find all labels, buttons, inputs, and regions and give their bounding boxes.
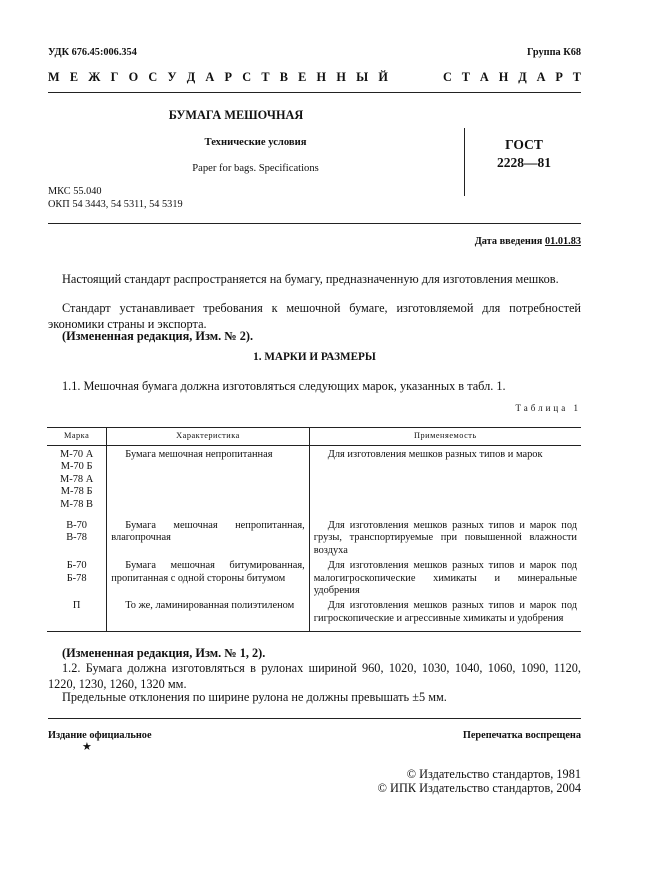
header-characteristic: Характеристика xyxy=(107,428,310,446)
title-divider xyxy=(464,128,465,196)
banner-letter: Е xyxy=(69,70,79,84)
grade-cell: М-70 А М-70 Б М-78 А М-78 Б М-78 В xyxy=(60,449,94,510)
banner-left-letters xyxy=(48,70,388,85)
banner-letter: Н xyxy=(498,70,509,84)
banner-letter: Р xyxy=(224,70,233,84)
requirements-paragraph: Стандарт устанавливает требования к мешочной бумаге, изготовляемой для потребностей экономики страны и экспорта. xyxy=(48,301,581,331)
header-grade: Марка xyxy=(47,428,107,446)
banner-letter: Д xyxy=(186,70,196,84)
banner-letter: Р xyxy=(555,70,563,84)
banner-letter: Е xyxy=(298,70,307,84)
banner-letter: Ж xyxy=(88,70,101,84)
copyright-1981: © Издательство стандартов, 1981 xyxy=(406,767,581,781)
amendment-note-1: (Измененная редакция, Изм. № 2). xyxy=(62,329,254,343)
udk-code: УДК 676.45:006.354 xyxy=(48,47,137,58)
intro-date-value: 01.01.83 xyxy=(544,236,581,247)
header-application: Применяемость xyxy=(309,428,581,446)
application-cell: Для изготовления мешков разных типов и марок под малогигроскопические химикаты и минеральные удобрения xyxy=(309,557,581,597)
characteristic-cell: Бумага мешочная непропитанная, влагопрочная xyxy=(107,511,310,557)
intro-date-label: Дата введения xyxy=(474,236,543,247)
reprint-prohibited: Перепечатка воспрещена xyxy=(462,730,581,741)
banner-rule xyxy=(48,92,581,93)
group-code: Группа К68 xyxy=(527,47,581,58)
gost-label: ГОСТ xyxy=(505,137,543,152)
banner-letter: Т xyxy=(261,70,270,84)
document-subtitle: Технические условия xyxy=(204,137,307,148)
application-cell: Для изготовления мешков разных типов и марок под гигроскопические и агрессивные химикаты и удобрения xyxy=(309,597,581,631)
grade-cell: В-70 В-78 xyxy=(66,520,87,544)
grades-table xyxy=(47,427,581,632)
characteristic-cell: То же, ламинированная полиэтиленом xyxy=(107,597,310,631)
mks-code: МКС 55.040 xyxy=(48,186,102,197)
table-row xyxy=(47,446,581,512)
application-cell: Для изготовления мешков разных типов и марок под грузы, транспортируемые при повышенной влажности воздуха xyxy=(309,511,581,557)
amendment-note-2: (Измененная редакция, Изм. № 1, 2). xyxy=(62,646,266,660)
banner-letter: Н xyxy=(336,70,346,84)
document-title: БУМАГА МЕШОЧНАЯ xyxy=(168,108,304,122)
banner-letter: Й xyxy=(378,70,388,84)
banner-letter: У xyxy=(167,70,177,84)
table-row xyxy=(47,597,581,631)
banner-letter: Г xyxy=(110,70,119,84)
grade-cell: Б-70 Б-78 xyxy=(66,560,87,584)
gost-number: 2228—81 xyxy=(497,155,551,170)
star-icon: ★ xyxy=(82,741,92,753)
banner-letter: А xyxy=(479,70,489,84)
table-row xyxy=(47,557,581,597)
banner-letter: Т xyxy=(461,70,470,84)
characteristic-cell: Бумага мешочная непропитанная xyxy=(107,446,310,512)
title-rule xyxy=(48,223,581,224)
banner-left-text xyxy=(48,70,388,85)
banner-letter: В xyxy=(279,70,288,84)
characteristic-cell: Бумага мешочная битумированная, пропитанная с одной стороны битумом xyxy=(107,557,310,597)
grade-cell: П xyxy=(47,597,107,631)
banner-letter: С xyxy=(242,70,252,84)
clause-1-1: 1.1. Мешочная бумага должна изготовляться следующих марок, указанных в табл. 1. xyxy=(62,379,506,393)
banner-letter: Т xyxy=(572,70,581,84)
section-heading: 1. МАРКИ И РАЗМЕРЫ xyxy=(253,351,376,363)
okp-code: ОКП 54 3443, 54 5311, 54 5319 xyxy=(48,199,183,210)
clause-1-2: 1.2. Бумага должна изготовляться в рулонах шириной 960, 1020, 1030, 1040, 1060, 1090, 1120, 1220, 1230, 1260, 1320 мм. xyxy=(48,661,581,691)
banner-letter: С xyxy=(148,70,158,84)
banner-letter: А xyxy=(536,70,546,84)
official-edition: Издание официальное xyxy=(48,730,152,741)
banner-letter: М xyxy=(48,70,60,84)
banner-letter: Ы xyxy=(356,70,369,84)
banner-right-text xyxy=(443,70,581,85)
tolerance-note: Предельные отклонения по ширине рулона не должны превышать ±5 мм. xyxy=(62,690,447,704)
banner-letter: А xyxy=(205,70,215,84)
table-caption: Таблица 1 xyxy=(515,403,581,413)
copyright-2004: © ИПК Издательство стандартов, 2004 xyxy=(377,781,581,795)
banner-letter: С xyxy=(443,70,452,84)
application-cell: Для изготовления мешков разных типов и марок xyxy=(309,446,581,512)
table-row xyxy=(47,511,581,557)
banner-letter: О xyxy=(128,70,139,84)
english-title: Paper for bags. Specifications xyxy=(192,163,319,174)
scope-paragraph: Настоящий стандарт распространяется на бумагу, предназначенную для изготовления мешков. xyxy=(62,272,559,286)
banner-right-letters xyxy=(443,70,581,85)
banner-letter: Д xyxy=(518,70,527,84)
banner-letter: Н xyxy=(316,70,327,84)
footer-rule xyxy=(48,718,581,719)
intro-date xyxy=(475,236,581,247)
standard-banner xyxy=(48,70,581,88)
